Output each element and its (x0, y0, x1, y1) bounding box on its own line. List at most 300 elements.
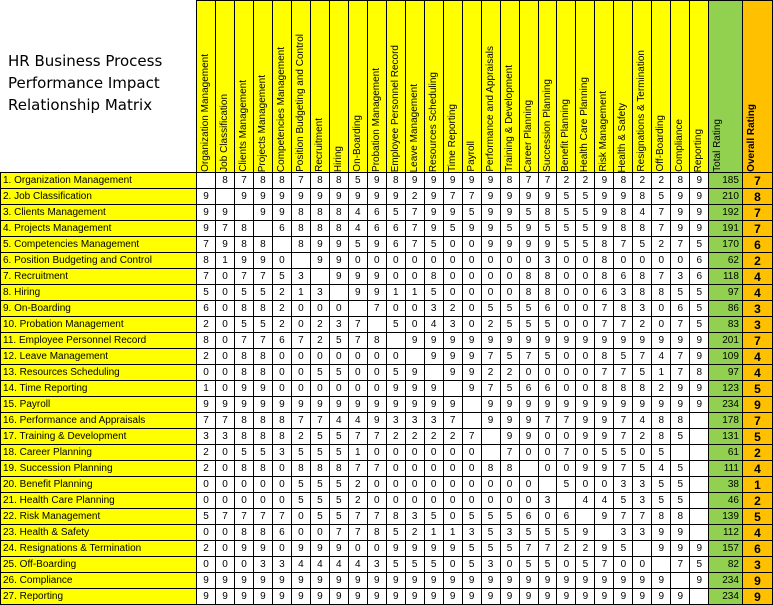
matrix-cell[interactable]: 2 (424, 429, 443, 445)
total-rating-cell[interactable]: 82 (709, 557, 743, 573)
matrix-cell[interactable]: 9 (235, 573, 254, 589)
matrix-cell[interactable]: 0 (557, 301, 576, 317)
matrix-cell[interactable]: 9 (614, 397, 633, 413)
matrix-cell[interactable]: 7 (557, 445, 576, 461)
matrix-cell[interactable]: 0 (310, 301, 329, 317)
matrix-cell[interactable]: 1 (197, 381, 216, 397)
matrix-cell[interactable]: 7 (595, 557, 614, 573)
matrix-cell[interactable]: 5 (690, 285, 709, 301)
matrix-cell[interactable]: 5 (424, 237, 443, 253)
matrix-cell[interactable]: 7 (367, 509, 386, 525)
matrix-cell[interactable]: 0 (386, 445, 405, 461)
matrix-cell[interactable]: 9 (348, 573, 367, 589)
row-label[interactable]: 18. Career Planning (1, 445, 197, 461)
matrix-cell[interactable]: 9 (216, 573, 235, 589)
matrix-cell[interactable]: 8 (500, 173, 519, 189)
matrix-cell[interactable]: 7 (235, 509, 254, 525)
matrix-cell[interactable]: 9 (595, 541, 614, 557)
matrix-cell[interactable]: 0 (197, 477, 216, 493)
matrix-cell[interactable]: 8 (197, 333, 216, 349)
matrix-cell[interactable]: 9 (216, 397, 235, 413)
matrix-cell[interactable]: 2 (633, 429, 652, 445)
row-label[interactable]: 3. Clients Management (1, 205, 197, 221)
matrix-cell[interactable]: 9 (310, 589, 329, 605)
column-header[interactable] (481, 1, 500, 173)
matrix-cell[interactable]: 9 (253, 541, 272, 557)
matrix-cell[interactable]: 0 (424, 477, 443, 493)
overall-rating-cell[interactable]: 3 (742, 317, 772, 333)
matrix-cell[interactable]: 7 (614, 461, 633, 477)
matrix-cell[interactable]: 0 (557, 365, 576, 381)
matrix-cell[interactable]: 5 (519, 317, 538, 333)
matrix-cell[interactable]: 7 (671, 557, 690, 573)
overall-rating-cell[interactable]: 4 (742, 461, 772, 477)
matrix-cell[interactable]: 0 (500, 285, 519, 301)
matrix-cell[interactable]: 3 (614, 477, 633, 493)
matrix-cell[interactable]: 0 (291, 509, 310, 525)
matrix-cell[interactable] (253, 221, 272, 237)
column-header[interactable] (235, 1, 254, 173)
total-rating-header[interactable] (709, 1, 743, 173)
matrix-cell[interactable]: 9 (595, 413, 614, 429)
matrix-cell[interactable] (557, 493, 576, 509)
matrix-cell[interactable] (481, 445, 500, 461)
matrix-cell[interactable]: 7 (519, 173, 538, 189)
matrix-cell[interactable]: 0 (481, 493, 500, 509)
matrix-cell[interactable]: 5 (197, 509, 216, 525)
matrix-cell[interactable]: 7 (216, 221, 235, 237)
matrix-cell[interactable]: 9 (671, 589, 690, 605)
matrix-cell[interactable]: 7 (614, 237, 633, 253)
matrix-cell[interactable]: 4 (291, 557, 310, 573)
matrix-cell[interactable]: 4 (652, 461, 671, 477)
matrix-cell[interactable]: 6 (367, 221, 386, 237)
overall-rating-header[interactable] (742, 1, 772, 173)
matrix-cell[interactable]: 9 (652, 589, 671, 605)
matrix-cell[interactable]: 0 (386, 269, 405, 285)
matrix-cell[interactable]: 7 (197, 237, 216, 253)
matrix-cell[interactable]: 7 (614, 509, 633, 525)
matrix-cell[interactable]: 5 (197, 285, 216, 301)
matrix-cell[interactable] (690, 509, 709, 525)
matrix-cell[interactable]: 9 (500, 413, 519, 429)
matrix-cell[interactable]: 2 (197, 349, 216, 365)
matrix-cell[interactable] (538, 477, 557, 493)
overall-rating-cell[interactable]: 6 (742, 541, 772, 557)
matrix-cell[interactable]: 0 (443, 557, 462, 573)
matrix-cell[interactable]: 0 (519, 477, 538, 493)
matrix-cell[interactable]: 8 (310, 221, 329, 237)
matrix-cell[interactable]: 5 (272, 269, 291, 285)
matrix-cell[interactable]: 7 (614, 413, 633, 429)
matrix-cell[interactable]: 0 (462, 461, 481, 477)
matrix-cell[interactable]: 0 (557, 381, 576, 397)
matrix-cell[interactable]: 9 (235, 541, 254, 557)
matrix-cell[interactable]: 9 (595, 397, 614, 413)
matrix-cell[interactable]: 8 (253, 173, 272, 189)
matrix-cell[interactable]: 4 (595, 493, 614, 509)
matrix-cell[interactable]: 7 (197, 269, 216, 285)
matrix-cell[interactable]: 7 (272, 509, 291, 525)
matrix-cell[interactable] (216, 189, 235, 205)
matrix-cell[interactable]: 0 (405, 493, 424, 509)
total-rating-cell[interactable]: 201 (709, 333, 743, 349)
matrix-cell[interactable]: 4 (633, 205, 652, 221)
matrix-cell[interactable]: 5 (576, 205, 595, 221)
matrix-cell[interactable]: 5 (576, 221, 595, 237)
matrix-cell[interactable]: 6 (519, 381, 538, 397)
matrix-cell[interactable]: 9 (443, 365, 462, 381)
matrix-cell[interactable]: 9 (235, 189, 254, 205)
matrix-cell[interactable]: 8 (652, 429, 671, 445)
matrix-cell[interactable]: 5 (652, 477, 671, 493)
matrix-cell[interactable]: 1 (405, 285, 424, 301)
matrix-cell[interactable]: 9 (481, 589, 500, 605)
matrix-cell[interactable]: 0 (386, 477, 405, 493)
matrix-cell[interactable]: 9 (253, 573, 272, 589)
matrix-cell[interactable] (386, 333, 405, 349)
matrix-cell[interactable]: 7 (633, 349, 652, 365)
matrix-cell[interactable]: 0 (235, 493, 254, 509)
matrix-cell[interactable]: 9 (500, 237, 519, 253)
matrix-cell[interactable]: 5 (386, 317, 405, 333)
matrix-cell[interactable]: 9 (462, 221, 481, 237)
matrix-cell[interactable]: 7 (197, 413, 216, 429)
matrix-cell[interactable]: 3 (272, 557, 291, 573)
matrix-cell[interactable]: 0 (329, 381, 348, 397)
matrix-cell[interactable]: 0 (291, 365, 310, 381)
matrix-cell[interactable]: 0 (519, 445, 538, 461)
matrix-cell[interactable]: 1 (443, 525, 462, 541)
total-rating-cell[interactable]: 210 (709, 189, 743, 205)
matrix-cell[interactable]: 9 (253, 381, 272, 397)
matrix-cell[interactable]: 0 (576, 269, 595, 285)
matrix-cell[interactable]: 0 (576, 285, 595, 301)
matrix-cell[interactable]: 9 (481, 397, 500, 413)
matrix-cell[interactable]: 5 (253, 445, 272, 461)
matrix-cell[interactable]: 0 (216, 333, 235, 349)
matrix-cell[interactable]: 7 (291, 413, 310, 429)
matrix-cell[interactable]: 8 (538, 285, 557, 301)
matrix-cell[interactable]: 7 (405, 221, 424, 237)
matrix-cell[interactable]: 9 (216, 205, 235, 221)
matrix-cell[interactable]: 9 (481, 205, 500, 221)
matrix-cell[interactable]: 5 (310, 445, 329, 461)
matrix-cell[interactable]: 0 (557, 557, 576, 573)
matrix-cell[interactable]: 9 (671, 333, 690, 349)
matrix-cell[interactable]: 9 (671, 397, 690, 413)
matrix-cell[interactable]: 8 (235, 429, 254, 445)
matrix-cell[interactable]: 3 (538, 493, 557, 509)
overall-rating-cell[interactable]: 5 (742, 381, 772, 397)
matrix-cell[interactable]: 7 (348, 461, 367, 477)
matrix-cell[interactable]: 6 (272, 333, 291, 349)
matrix-cell[interactable]: 8 (235, 221, 254, 237)
matrix-cell[interactable]: 8 (652, 509, 671, 525)
matrix-cell[interactable]: 3 (500, 525, 519, 541)
matrix-cell[interactable]: 8 (291, 461, 310, 477)
matrix-cell[interactable]: 0 (633, 253, 652, 269)
column-header[interactable] (443, 1, 462, 173)
overall-rating-cell[interactable]: 3 (742, 301, 772, 317)
matrix-cell[interactable]: 3 (405, 509, 424, 525)
matrix-cell[interactable]: 9 (633, 573, 652, 589)
matrix-cell[interactable]: 7 (443, 413, 462, 429)
matrix-cell[interactable]: 2 (481, 317, 500, 333)
matrix-cell[interactable]: 9 (443, 205, 462, 221)
matrix-cell[interactable] (424, 365, 443, 381)
matrix-cell[interactable]: 9 (690, 573, 709, 589)
matrix-cell[interactable]: 0 (216, 365, 235, 381)
matrix-cell[interactable]: 0 (235, 477, 254, 493)
matrix-cell[interactable]: 0 (481, 285, 500, 301)
matrix-cell[interactable]: 9 (443, 173, 462, 189)
matrix-cell[interactable]: 7 (348, 509, 367, 525)
matrix-cell[interactable]: 8 (367, 333, 386, 349)
matrix-cell[interactable]: 5 (671, 285, 690, 301)
matrix-cell[interactable] (576, 509, 595, 525)
matrix-cell[interactable]: 7 (253, 269, 272, 285)
matrix-cell[interactable]: 5 (519, 301, 538, 317)
matrix-cell[interactable]: 2 (405, 429, 424, 445)
matrix-cell[interactable]: 0 (481, 253, 500, 269)
matrix-cell[interactable]: 5 (519, 525, 538, 541)
matrix-cell[interactable]: 9 (595, 189, 614, 205)
matrix-cell[interactable]: 9 (310, 253, 329, 269)
matrix-cell[interactable]: 7 (595, 365, 614, 381)
matrix-cell[interactable]: 9 (329, 237, 348, 253)
matrix-cell[interactable]: 0 (538, 429, 557, 445)
matrix-cell[interactable]: 4 (424, 317, 443, 333)
overall-rating-cell[interactable]: 5 (742, 509, 772, 525)
matrix-cell[interactable]: 9 (424, 221, 443, 237)
matrix-cell[interactable]: 0 (291, 301, 310, 317)
column-header[interactable] (253, 1, 272, 173)
matrix-cell[interactable]: 4 (348, 221, 367, 237)
matrix-cell[interactable]: 3 (633, 477, 652, 493)
matrix-cell[interactable]: 8 (614, 173, 633, 189)
matrix-cell[interactable]: 3 (329, 317, 348, 333)
matrix-cell[interactable]: 0 (272, 493, 291, 509)
matrix-cell[interactable]: 8 (235, 237, 254, 253)
matrix-cell[interactable]: 8 (235, 525, 254, 541)
matrix-cell[interactable]: 1 (386, 285, 405, 301)
matrix-cell[interactable]: 7 (481, 349, 500, 365)
column-header[interactable] (197, 1, 216, 173)
matrix-cell[interactable]: 9 (253, 189, 272, 205)
overall-rating-cell[interactable]: 4 (742, 269, 772, 285)
matrix-cell[interactable]: 6 (197, 301, 216, 317)
matrix-cell[interactable]: 3 (443, 317, 462, 333)
matrix-cell[interactable]: 9 (443, 333, 462, 349)
matrix-cell[interactable]: 0 (443, 493, 462, 509)
matrix-cell[interactable]: 3 (614, 525, 633, 541)
matrix-cell[interactable]: 7 (652, 269, 671, 285)
overall-rating-cell[interactable]: 7 (742, 173, 772, 189)
matrix-cell[interactable]: 9 (538, 237, 557, 253)
matrix-cell[interactable]: 9 (690, 173, 709, 189)
matrix-cell[interactable]: 9 (614, 589, 633, 605)
matrix-cell[interactable]: 9 (595, 333, 614, 349)
overall-rating-cell[interactable]: 2 (742, 493, 772, 509)
matrix-cell[interactable]: 2 (291, 429, 310, 445)
matrix-cell[interactable]: 6 (595, 285, 614, 301)
overall-rating-cell[interactable]: 7 (742, 205, 772, 221)
matrix-cell[interactable]: 9 (633, 397, 652, 413)
matrix-cell[interactable]: 7 (614, 365, 633, 381)
matrix-cell[interactable]: 9 (310, 397, 329, 413)
matrix-cell[interactable]: 2 (652, 173, 671, 189)
matrix-cell[interactable]: 0 (462, 285, 481, 301)
matrix-cell[interactable]: 0 (538, 461, 557, 477)
matrix-cell[interactable]: 2 (405, 189, 424, 205)
column-header[interactable] (216, 1, 235, 173)
matrix-cell[interactable]: 5 (538, 221, 557, 237)
matrix-cell[interactable]: 7 (235, 269, 254, 285)
matrix-cell[interactable]: 9 (291, 541, 310, 557)
matrix-cell[interactable]: 7 (671, 317, 690, 333)
matrix-cell[interactable]: 5 (500, 221, 519, 237)
matrix-cell[interactable]: 0 (557, 317, 576, 333)
matrix-cell[interactable]: 9 (443, 589, 462, 605)
matrix-cell[interactable]: 5 (329, 493, 348, 509)
matrix-cell[interactable]: 5 (557, 205, 576, 221)
matrix-cell[interactable]: 2 (652, 381, 671, 397)
matrix-cell[interactable]: 9 (500, 589, 519, 605)
matrix-cell[interactable]: 9 (595, 509, 614, 525)
matrix-cell[interactable]: 9 (576, 413, 595, 429)
matrix-cell[interactable]: 8 (481, 461, 500, 477)
matrix-cell[interactable]: 7 (329, 525, 348, 541)
matrix-cell[interactable]: 8 (595, 269, 614, 285)
matrix-cell[interactable]: 0 (386, 301, 405, 317)
matrix-cell[interactable]: 9 (405, 173, 424, 189)
matrix-cell[interactable]: 5 (462, 557, 481, 573)
matrix-cell[interactable]: 4 (633, 413, 652, 429)
column-header[interactable] (310, 1, 329, 173)
matrix-cell[interactable]: 3 (633, 301, 652, 317)
row-label[interactable]: 21. Health Care Planning (1, 493, 197, 509)
matrix-cell[interactable]: 0 (367, 477, 386, 493)
matrix-cell[interactable]: 9 (538, 397, 557, 413)
overall-rating-cell[interactable]: 2 (742, 445, 772, 461)
matrix-cell[interactable]: 5 (405, 557, 424, 573)
total-rating-cell[interactable]: 131 (709, 429, 743, 445)
matrix-cell[interactable]: 6 (671, 301, 690, 317)
matrix-cell[interactable]: 9 (671, 221, 690, 237)
total-rating-cell[interactable]: 111 (709, 461, 743, 477)
matrix-cell[interactable]: 5 (348, 237, 367, 253)
matrix-cell[interactable]: 6 (386, 221, 405, 237)
matrix-cell[interactable]: 0 (443, 269, 462, 285)
matrix-cell[interactable]: 9 (462, 381, 481, 397)
column-header[interactable] (405, 1, 424, 173)
matrix-cell[interactable]: 8 (500, 461, 519, 477)
matrix-cell[interactable]: 9 (633, 589, 652, 605)
matrix-cell[interactable]: 9 (235, 397, 254, 413)
matrix-cell[interactable]: 5 (310, 429, 329, 445)
matrix-cell[interactable]: 3 (424, 413, 443, 429)
matrix-cell[interactable]: 6 (538, 301, 557, 317)
matrix-cell[interactable]: 8 (652, 285, 671, 301)
matrix-cell[interactable]: 3 (291, 269, 310, 285)
matrix-cell[interactable]: 0 (576, 301, 595, 317)
matrix-cell[interactable]: 9 (519, 189, 538, 205)
matrix-cell[interactable]: 7 (462, 429, 481, 445)
overall-rating-cell[interactable]: 5 (742, 429, 772, 445)
matrix-cell[interactable]: 5 (424, 557, 443, 573)
matrix-cell[interactable]: 5 (329, 477, 348, 493)
matrix-cell[interactable]: 9 (386, 589, 405, 605)
matrix-cell[interactable]: 0 (424, 493, 443, 509)
matrix-cell[interactable]: 0 (291, 381, 310, 397)
matrix-cell[interactable]: 9 (386, 573, 405, 589)
matrix-cell[interactable]: 0 (538, 445, 557, 461)
matrix-cell[interactable]: 9 (424, 541, 443, 557)
column-header[interactable] (291, 1, 310, 173)
matrix-cell[interactable]: 5 (557, 525, 576, 541)
matrix-cell[interactable]: 2 (386, 429, 405, 445)
matrix-cell[interactable]: 3 (481, 557, 500, 573)
matrix-cell[interactable]: 5 (310, 493, 329, 509)
matrix-cell[interactable]: 7 (671, 349, 690, 365)
matrix-cell[interactable]: 9 (614, 573, 633, 589)
matrix-cell[interactable]: 9 (405, 365, 424, 381)
matrix-cell[interactable]: 7 (614, 317, 633, 333)
matrix-cell[interactable]: 9 (500, 205, 519, 221)
matrix-cell[interactable] (671, 573, 690, 589)
matrix-cell[interactable]: 9 (310, 541, 329, 557)
matrix-cell[interactable]: 2 (197, 317, 216, 333)
matrix-cell[interactable]: 9 (652, 397, 671, 413)
matrix-cell[interactable]: 7 (235, 333, 254, 349)
matrix-cell[interactable]: 4 (329, 557, 348, 573)
total-rating-cell[interactable]: 192 (709, 205, 743, 221)
matrix-cell[interactable]: 9 (500, 189, 519, 205)
matrix-cell[interactable]: 9 (216, 237, 235, 253)
matrix-cell[interactable]: 0 (272, 253, 291, 269)
matrix-cell[interactable]: 0 (576, 349, 595, 365)
matrix-cell[interactable]: 2 (405, 525, 424, 541)
matrix-cell[interactable]: 7 (405, 237, 424, 253)
matrix-cell[interactable]: 0 (481, 269, 500, 285)
column-header[interactable] (367, 1, 386, 173)
matrix-cell[interactable]: 0 (462, 253, 481, 269)
matrix-cell[interactable]: 7 (367, 301, 386, 317)
matrix-cell[interactable]: 9 (500, 573, 519, 589)
matrix-cell[interactable]: 5 (538, 349, 557, 365)
matrix-cell[interactable] (291, 253, 310, 269)
matrix-cell[interactable]: 9 (519, 237, 538, 253)
matrix-cell[interactable]: 5 (500, 301, 519, 317)
row-label[interactable]: 19. Succession Planning (1, 461, 197, 477)
matrix-cell[interactable] (481, 429, 500, 445)
matrix-cell[interactable]: 5 (614, 541, 633, 557)
matrix-cell[interactable]: 9 (557, 397, 576, 413)
matrix-cell[interactable]: 5 (614, 349, 633, 365)
matrix-cell[interactable]: 9 (424, 349, 443, 365)
matrix-cell[interactable]: 5 (386, 365, 405, 381)
matrix-cell[interactable]: 0 (272, 477, 291, 493)
matrix-cell[interactable]: 9 (272, 573, 291, 589)
matrix-cell[interactable]: 0 (557, 349, 576, 365)
row-label[interactable]: 24. Resignations & Termination (1, 541, 197, 557)
matrix-cell[interactable]: 3 (614, 285, 633, 301)
matrix-cell[interactable]: 5 (595, 445, 614, 461)
matrix-cell[interactable] (671, 445, 690, 461)
matrix-cell[interactable]: 7 (652, 205, 671, 221)
matrix-cell[interactable]: 5 (633, 365, 652, 381)
